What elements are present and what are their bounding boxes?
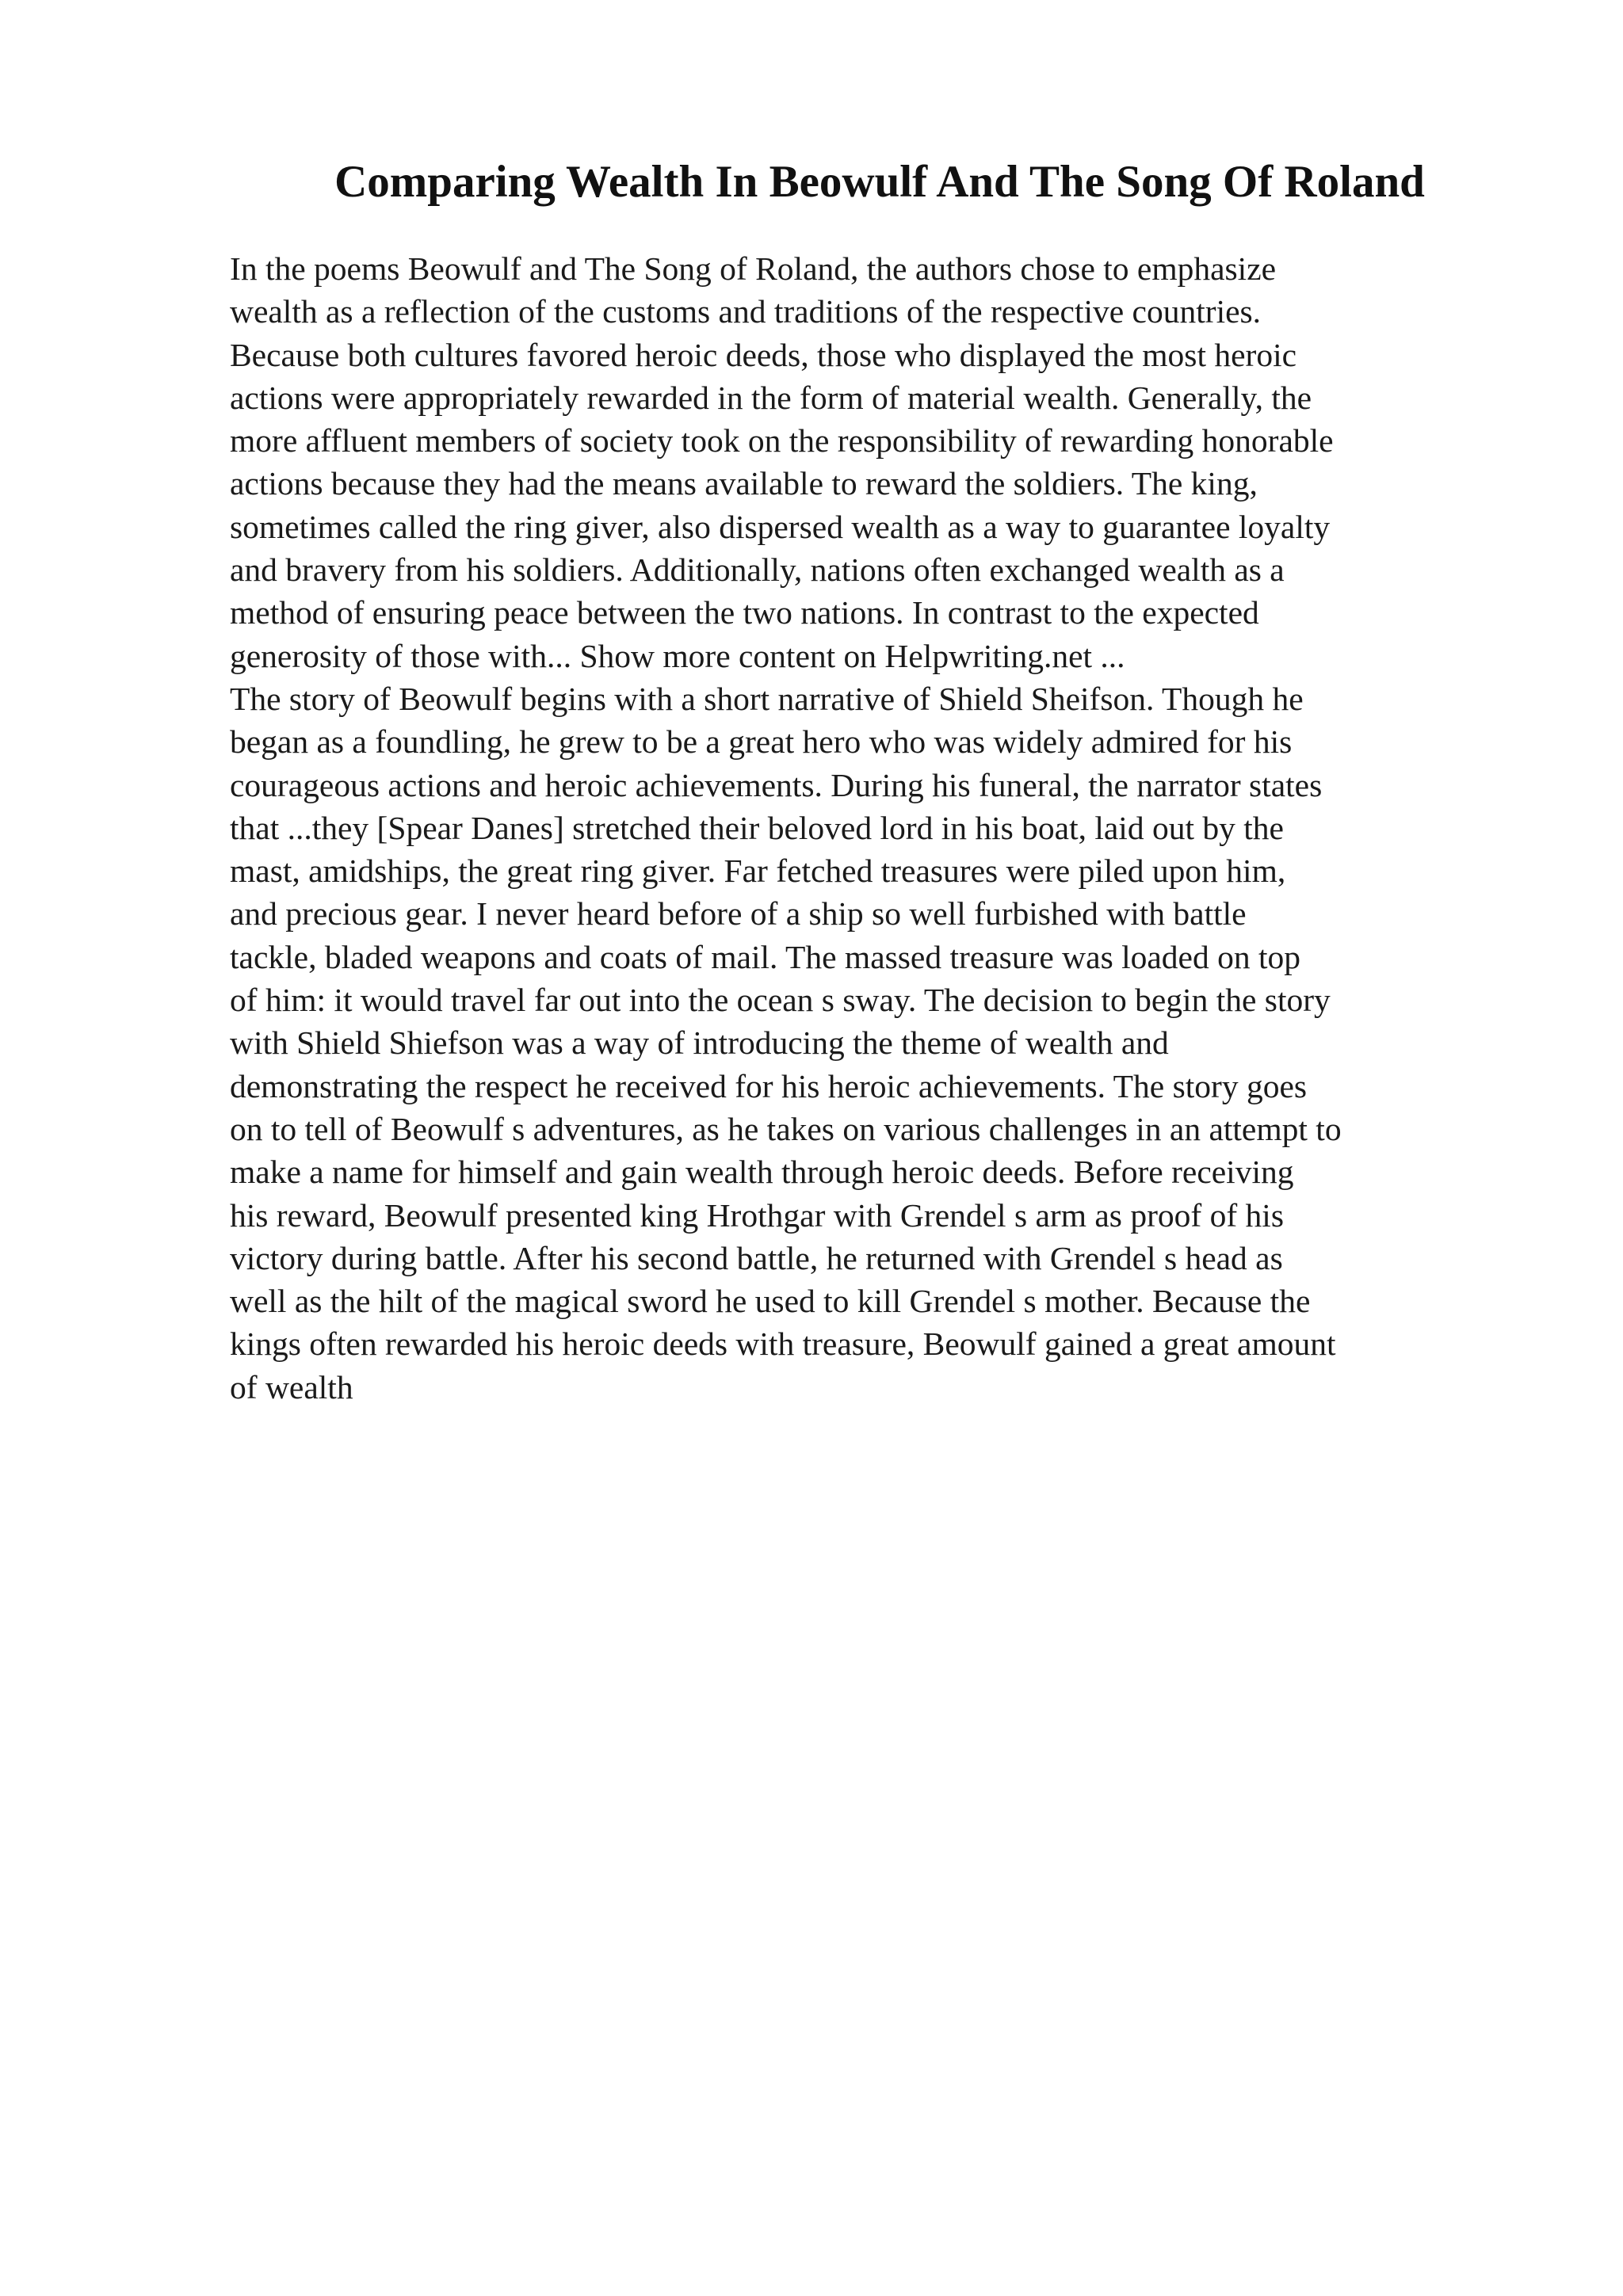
body-line: In the poems Beowulf and The Song of Roland, the authors chose to emphasize	[230, 250, 1277, 287]
body-line: wealth as a reflection of the customs and traditions of the respective countries.	[230, 293, 1262, 330]
body-line: victory during battle. After his second battle, he returned with Grendel s head as	[230, 1239, 1283, 1276]
body-line: well as the hilt of the magical sword he used to kill Grendel s mother. Because the	[230, 1283, 1311, 1320]
body-line: kings often rewarded his heroic deeds with treasure, Beowulf gained a great amount	[230, 1325, 1336, 1363]
body-line: on to tell of Beowulf s adventures, as he takes on various challenges in an attempt to	[230, 1110, 1342, 1147]
body-line: courageous actions and heroic achievements. During his funeral, the narrator states	[230, 766, 1323, 803]
body-line: The story of Beowulf begins with a short narrative of Shield Sheifson. Though he	[230, 680, 1304, 717]
body-line: tackle, bladed weapons and coats of mail. The massed treasure was loaded on top	[230, 938, 1300, 975]
body-line: his reward, Beowulf presented king Hrothgar with Grendel s arm as proof of his	[230, 1196, 1284, 1234]
document-body	[230, 247, 1498, 1409]
body-line: actions because they had the means available to reward the soldiers. The king,	[230, 465, 1258, 502]
body-line: of wealth	[230, 1368, 353, 1405]
body-line: sometimes called the ring giver, also dispersed wealth as a way to guarantee loyalty	[230, 508, 1331, 545]
body-line: began as a foundling, he grew to be a great hero who was widely admired for his	[230, 723, 1293, 761]
body-line: with Shield Shiefson was a way of introducing the theme of wealth and	[230, 1024, 1169, 1062]
body-line: and precious gear. I never heard before of a ship so well furbished with battle	[230, 895, 1247, 933]
body-line: actions were appropriately rewarded in the form of material wealth. Generally, the	[230, 379, 1312, 416]
body-line: mast, amidships, the great ring giver. Far fetched treasures were piled upon him,	[230, 852, 1286, 890]
body-line: of him: it would travel far out into the ocean s sway. The decision to begin the story	[230, 982, 1331, 1019]
body-line: method of ensuring peace between the two nations. In contrast to the expected	[230, 594, 1259, 631]
document-title: Comparing Wealth In Beowulf And The Song Of Roland	[334, 157, 1425, 207]
body-line: Because both cultures favored heroic deeds, those who displayed the most heroic	[230, 336, 1297, 373]
body-line: more affluent members of society took on the responsibility of rewarding honorable	[230, 422, 1334, 460]
body-line: make a name for himself and gain wealth through heroic deeds. Before receiving	[230, 1154, 1294, 1191]
body-line: demonstrating the respect he received for his heroic achievements. The story goes	[230, 1067, 1308, 1104]
body-line: generosity of those with... Show more content on Helpwriting.net ...	[230, 637, 1125, 674]
body-line: that ...they [Spear Danes] stretched their beloved lord in his boat, laid out by the	[230, 809, 1284, 846]
body-line: and bravery from his soldiers. Additionally, nations often exchanged wealth as a	[230, 551, 1285, 589]
